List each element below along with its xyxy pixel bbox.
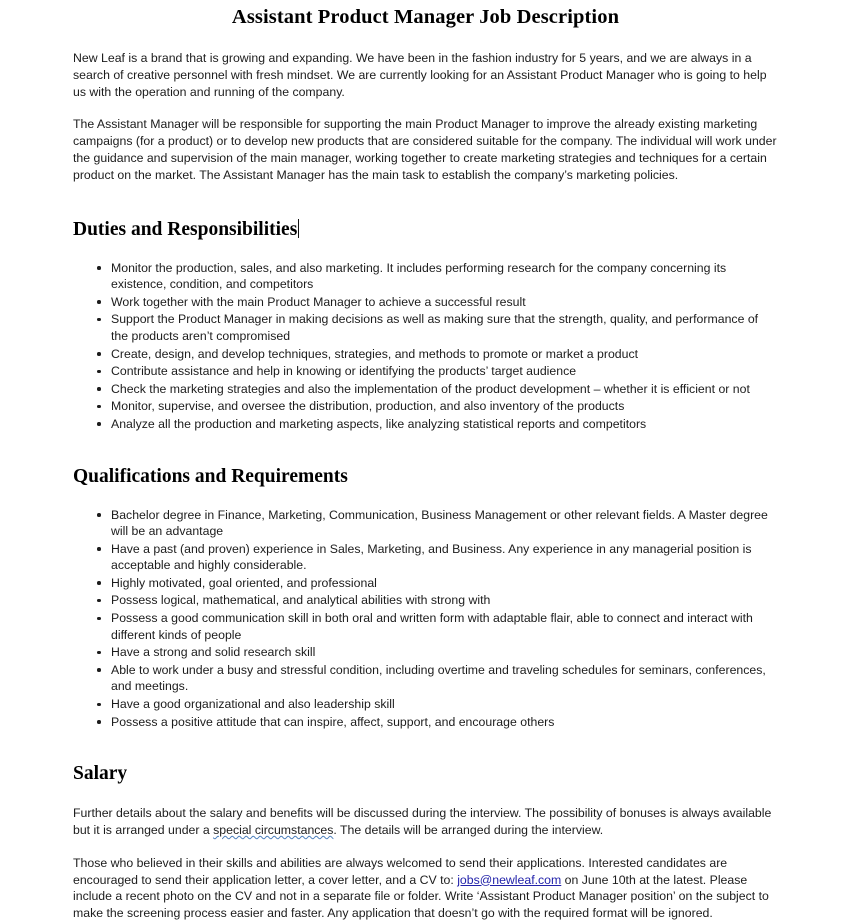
text-cursor-caret	[298, 219, 299, 238]
role-description-paragraph: The Assistant Manager will be responsible for supporting the main Product Manager to improve the already existing marketing campaigns (for a product) or to develop new products that are considered suitable for the company. The individual will work under the guidance and supervision of the main manager, working together to create marketing strategies and techniques for a certain product on the market. The Assistant Manager has the main task to establish the company’s marketing policies.	[73, 117, 777, 182]
section-heading-duties-label: Duties and Responsibilities	[73, 218, 298, 240]
document-title: Assistant Product Manager Job Description	[231, 6, 620, 28]
section-heading-qualifications: Qualifications and Requirements	[73, 465, 348, 487]
list-item: Possess a positive attitude that can inspire, affect, support, and encourage others	[73, 714, 778, 731]
list-item: Have a good organizational and also leadership skill	[73, 696, 778, 713]
salary-paragraph	[73, 805, 778, 839]
section-heading-salary: Salary	[73, 763, 128, 785]
list-item: Monitor the production, sales, and also marketing. It includes performing research for the company concerning its existence, condition, and competitors	[73, 260, 778, 293]
list-item: Monitor, supervise, and oversee the distribution, production, and also inventory of the products	[73, 398, 778, 415]
application-instructions-paragraph	[73, 855, 778, 922]
list-item: Highly motivated, goal oriented, and professional	[73, 575, 778, 592]
grammar-error-text[interactable]: special circumstances	[213, 823, 334, 838]
list-item: Bachelor degree in Finance, Marketing, Communication, Business Management or other relevant fields. A Master degree will be an advantage	[73, 507, 778, 540]
closing-text-before: Those who believed in their skills and abilities are always welcomed to send their applications. Interested candidates are encouraged to send their application letter, a cover letter, and a CV to:	[73, 855, 728, 887]
list-item: Have a strong and solid research skill	[73, 644, 778, 661]
duties-list	[73, 260, 778, 433]
salary-text-after: . The details will be arranged during the interview.	[333, 823, 604, 838]
list-item: Able to work under a busy and stressful condition, including overtime and traveling schedules for seminars, conferences, and meetings.	[73, 662, 778, 695]
list-item: Possess a good communication skill in both oral and written form with adaptable flair, able to connect and interact with different kinds of people	[73, 610, 778, 643]
section-heading-duties	[73, 218, 778, 242]
list-item: Have a past (and proven) experience in Sales, Marketing, and Business. Any experience in any managerial position is acceptable and highly considerable.	[73, 541, 778, 574]
salary-text-before: Further details about the salary and benefits will be discussed during the interview. The possibility of bonuses is always available but it is arranged under a	[73, 806, 772, 838]
list-item: Check the marketing strategies and also the implementation of the product development – whether it is efficient or not	[73, 381, 778, 398]
intro-paragraph: New Leaf is a brand that is growing and expanding. We have been in the fashion industry for 5 years, and we are always in a search of creative personnel with fresh mindset. We are currently looking for an Assistant Product Manager who is going to help us with the operation and running of the company.	[73, 51, 767, 99]
list-item: Contribute assistance and help in knowing or identifying the products’ target audience	[73, 363, 778, 380]
list-item: Work together with the main Product Manager to achieve a successful result	[73, 294, 778, 311]
list-item: Possess logical, mathematical, and analytical abilities with strong with	[73, 592, 778, 609]
list-item: Create, design, and develop techniques, strategies, and methods to promote or market a product	[73, 346, 778, 363]
qualifications-list	[73, 507, 778, 731]
document-page	[0, 4, 852, 921]
list-item: Support the Product Manager in making decisions as well as making sure that the strength, quality, and performance of the products aren’t compromised	[73, 311, 778, 344]
email-hyperlink[interactable]: jobs@newleaf.com	[457, 872, 562, 887]
list-item: Analyze all the production and marketing aspects, like analyzing statistical reports and competitors	[73, 416, 778, 433]
closing-text-after: on June 10th at the latest. Please include a recent photo on the CV and not in a separate file or folder. Write ‘Assistant Product Manager position’ on the subject to make the screening process easier and faster. Any application that doesn’t go with the required format will be ignored.	[73, 872, 769, 921]
